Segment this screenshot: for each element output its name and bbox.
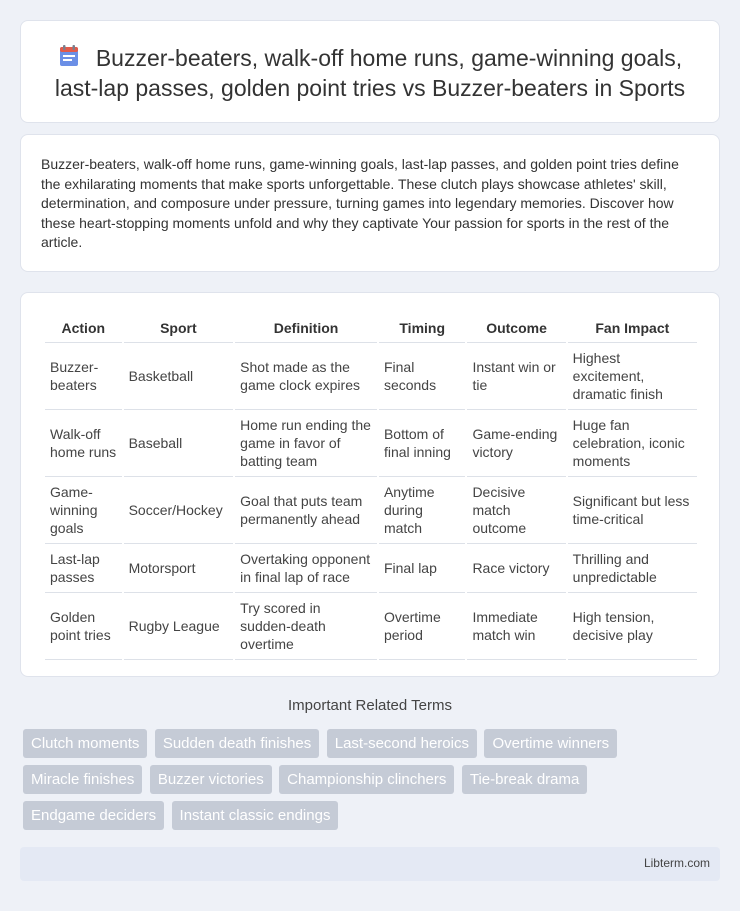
related-tag[interactable]: Last-second heroics <box>327 729 477 758</box>
cell-outcome: Race victory <box>467 544 565 593</box>
cell-outcome: Game-ending victory <box>467 410 565 477</box>
cell-fan-impact: Huge fan celebration, iconic moments <box>568 410 697 477</box>
comparison-table-card <box>20 292 720 677</box>
page-title <box>35 43 705 103</box>
related-terms-title: Important Related Terms <box>288 697 452 714</box>
header-outcome: Outcome <box>467 313 565 343</box>
cell-sport: Basketball <box>124 343 234 410</box>
related-tag[interactable]: Overtime winners <box>484 729 617 758</box>
footer-site-link[interactable]: Libterm.com <box>643 856 710 870</box>
cell-outcome: Decisive match outcome <box>467 477 565 544</box>
cell-timing: Final lap <box>379 544 465 593</box>
table-row <box>45 544 697 593</box>
cell-definition: Overtaking opponent in final lap of race <box>235 544 377 593</box>
related-tag[interactable]: Buzzer victories <box>150 765 272 794</box>
related-tag[interactable]: Tie-break drama <box>462 765 587 794</box>
table-header-row <box>45 313 697 343</box>
cell-sport: Motorsport <box>124 544 234 593</box>
table-row <box>45 343 697 410</box>
cell-timing: Final seconds <box>379 343 465 410</box>
cell-definition: Goal that puts team permanently ahead <box>235 477 377 544</box>
table-row <box>45 410 697 477</box>
header-action: Action <box>45 313 122 343</box>
header-sport: Sport <box>124 313 234 343</box>
cell-timing: Bottom of final inning <box>379 410 465 477</box>
cell-timing: Anytime during match <box>379 477 465 544</box>
cell-action: Buzzer-beaters <box>45 343 122 410</box>
related-tag[interactable]: Instant classic endings <box>172 801 339 830</box>
cell-sport: Soccer/Hockey <box>124 477 234 544</box>
cell-action: Game-winning goals <box>45 477 122 544</box>
related-tag[interactable]: Endgame deciders <box>23 801 164 830</box>
cell-outcome: Immediate match win <box>467 593 565 660</box>
header-timing: Timing <box>379 313 465 343</box>
cell-outcome: Instant win or tie <box>467 343 565 410</box>
cell-sport: Baseball <box>124 410 234 477</box>
cell-timing: Overtime period <box>379 593 465 660</box>
table-row <box>45 593 697 660</box>
related-tag[interactable]: Miracle finishes <box>23 765 142 794</box>
related-tag[interactable]: Clutch moments <box>23 729 147 758</box>
footer <box>20 847 720 881</box>
cell-definition: Shot made as the game clock expires <box>235 343 377 410</box>
related-tag[interactable]: Sudden death finishes <box>155 729 319 758</box>
cell-fan-impact: Highest excitement, dramatic finish <box>568 343 697 410</box>
comparison-table <box>43 313 699 660</box>
cell-definition: Home run ending the game in favor of batting team <box>235 410 377 477</box>
intro-text: Buzzer-beaters, walk-off home runs, game-winning goals, last-lap passes, and golden point tries define the exhilarating moments that make sports unforgettable. These clutch plays showcase athletes' skill, determination, and composure under pressure, turning games into legendary memories. Discover how these heart-stopping moments unfold and why they captivate Your passion for sports in the rest of the article. <box>41 156 679 251</box>
cell-action: Last-lap passes <box>45 544 122 593</box>
cell-action: Walk-off home runs <box>45 410 122 477</box>
table-row <box>45 477 697 544</box>
cell-fan-impact: Thrilling and unpredictable <box>568 544 697 593</box>
cell-sport: Rugby League <box>124 593 234 660</box>
cell-definition: Try scored in sudden-death overtime <box>235 593 377 660</box>
cell-fan-impact: Significant but less time-critical <box>568 477 697 544</box>
cell-action: Golden point tries <box>45 593 122 660</box>
header-fan-impact: Fan Impact <box>568 313 697 343</box>
related-terms-tags <box>23 729 723 837</box>
header-card <box>20 20 720 123</box>
related-tag[interactable]: Championship clinchers <box>279 765 454 794</box>
cell-fan-impact: High tension, decisive play <box>568 593 697 660</box>
page-title-text: Buzzer-beaters, walk-off home runs, game-winning goals, last-lap passes, golden point tries vs Buzzer-beaters in Sports <box>54 45 686 101</box>
document-icon <box>58 44 80 68</box>
header-definition: Definition <box>235 313 377 343</box>
intro-card <box>20 134 720 272</box>
